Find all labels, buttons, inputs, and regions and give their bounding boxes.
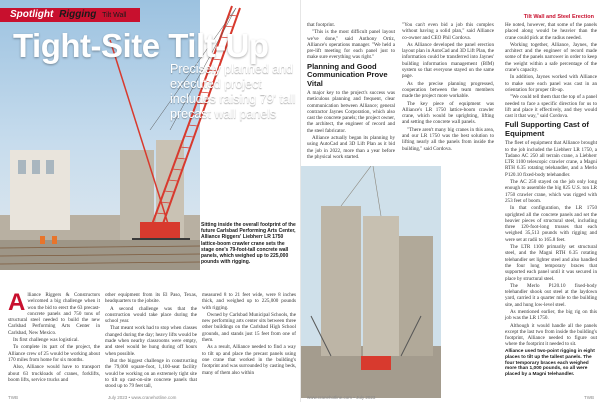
body-column-2 [105, 292, 197, 390]
paragraph: As Alliance developed the panel erection layout plan in AutoCad and 3D Lift Plan, the information could be transferred into Jaynes' building information management (BIM) system so that everyone stayed on the same page. [402, 41, 494, 80]
paragraph: As a result, Alliance needed to find a way to tilt up and place the precast panels using one crane that worked in the building's footprint and was surrounded by casting beds, many of them also within [202, 344, 296, 376]
spotlight-topic: Rigging [59, 9, 97, 20]
paragraph: He noted, however, that some of the panels placed along would be heavier than the crane could pick at the radius needed. [505, 22, 597, 41]
paragraph: A major key to the project's success was meticulous planning and frequent, clear communication between Alliance; general contractor Jaynes Corporation, which also cast the concrete panels; the project owner, the architect, the engineer of record and the steel fabricator. [307, 90, 395, 134]
paragraph: "This is the most difficult panel layout we've done," said Anthony Ortiz, Alliance's operations manager. "We held a pre-lift meeting for each panel just to make sure everything was right." [307, 29, 395, 61]
panel-photo [301, 166, 441, 398]
issue-label: July 2023 • www.cranehotline.com [108, 395, 177, 400]
body-column-4 [307, 22, 395, 161]
paragraph: The AC 250 stayed on the job only long enough to assemble the big 825 U.S. ton LR 1750 crawler crane, which was rigged with 253 feet of boom. [505, 179, 597, 204]
paragraph: Alliance actually began its planning by using AutoCad and 3D Lift Plan as it bid the job in 2022, more than a year before the physical work started. [307, 135, 395, 160]
photo-panels [301, 166, 441, 398]
body-column-5 [402, 22, 494, 153]
spotlight-banner [0, 8, 140, 22]
section-heading: Planning and Good Communication Prove Vital [307, 61, 388, 88]
paragraph: But the biggest challenge in constructing the 79,000 square-foot, 1,100-seat facility would be working on an extremely tight site to tilt up cast-on-site concrete panels that stood up to 79 feet tall, [105, 357, 197, 390]
paragraph: Alliance Riggers & Constructors welcomed a big challenge when it won the bid to erect the 63 precast-concrete panels and 750 tons of structural steel needed to build the new Carlsbad Performing Arts Center in Carlsbad, New Mexico. [8, 289, 100, 336]
paragraph: That meant work had to stop when classes changed during the day; heavy lifts would be made when nearby classrooms were empty, and steel would be hung during off hours when possible. [105, 325, 197, 357]
paragraph: As mentioned earlier, the big rig on this job was the LR 1750. [505, 308, 597, 322]
paragraph: other equipment from its El Paso, Texas, headquarters to the jobsite. [105, 292, 197, 305]
paragraph: Owned by Carlsbad Municipal Schools, the new performing arts center sits between three other buildings on the Carlsbad High School grounds, and stands just 15 feet from one of them. [202, 311, 296, 344]
paragraph: A second challenge was that the construction would take place during the school year. [105, 305, 197, 325]
paragraph: "You can't even bid a job this complex without having a solid plan," said Alliance co-owner and CEO Phil Cordova. [402, 22, 494, 41]
paragraph: The LTR 1100 primarily set structural steel, and the Magni RTH 6.35 rotating telehandler set lighter steel and also handled the four long temporary braces that supported each panel until it was secured in place by structural steel. [505, 244, 597, 282]
footer-left [8, 395, 176, 400]
paragraph: To complete its part of the project, the Alliance crew of 25 would be working about 170 miles from home for six months. [8, 344, 100, 363]
paragraph: In addition, Jaynes worked with Alliance to make sure each panel was cast in an orientation for proper tilt-up. [505, 74, 597, 93]
section-tag: Tilt Wall and Steel Erection [523, 14, 594, 20]
article-title: Tight-Site Tilt-Up [13, 27, 269, 64]
body-column-6 [505, 22, 597, 379]
paragraph: that footprint. [307, 22, 336, 28]
paragraph: "There aren't many big cranes in this area, and our LR 1750 was the best solution to lifting nearly all the panels from inside the building," said Cordova. [402, 126, 494, 152]
issue-label: www.cranehotline.com • July 2023 [307, 395, 376, 400]
footer-right [307, 395, 375, 400]
paragraph: The fleet of equipment that Alliance brought to the job included the Liebherr LR 1750, a Tadano AC 250 all terrain crane, a Liebherr LTR 1100 telescopic crawler crane, a Magni RTH 6.35 rotating telehandler, and a Merlo P120.10 fixed-body telehandler. [505, 140, 597, 178]
section-heading: Full Supporting Cast of Equipment [505, 120, 589, 138]
paragraph: Its first challenge was logistical. [13, 337, 79, 344]
right-page [300, 0, 600, 402]
footer-right-page [584, 395, 594, 400]
paragraph: "We could tell them that the top of a panel needed to face a specific direction for us to lift and place it effectively, and they would cast it that way," said Cordova. [505, 94, 597, 120]
photo-caption-left: Sitting inside the overall footprint of the future Carlsbad Performing Arts Center, Alliance Riggers' Liebherr LR 1750 lattice-boom crawler crane sets the stage one's 79-foot-tall concrete wall panels, which weighed up to 225,000 pounds with rigging. [200, 220, 298, 267]
paragraph: Although it would handle all the panels except the last two from inside the building's footprint, Alliance needed to figure out where the footprint it needed to sit. [505, 322, 597, 348]
page-label: TWB [8, 395, 18, 400]
paragraph: measured 8 to 21 feet wide, were 8 inches thick, and weighed up to 225,000 pounds with rigging. [202, 292, 296, 311]
photo-caption-right: Alliance used two-point rigging in eight places to tilt up the tallest panels. The four temporary braces each weighed more than 1,000 pounds, so all were placed by a Magni telehandler. [505, 348, 595, 378]
paragraph: Working together, Alliance, Jaynes, the architect and the engineer of record made some of the panels narrower in order to keep the weight within a safe percentage of the crane's capacity. [505, 41, 597, 74]
paragraph: The key piece of equipment was Alliance's LR 1750 lattice-boom crawler crane, which would be uprighting, lifting and setting the concrete wall panels. [402, 100, 494, 126]
body-column-1 [8, 289, 100, 384]
paragraph: Also, Alliance would have to transport about 63 truckloads of cranes, forklifts, boom lifts, service trucks and [8, 364, 100, 383]
article-deck: Precisely planned and executed project includes raising 79' tall precast wall panels [170, 62, 296, 121]
drop-cap: A [8, 289, 26, 316]
paragraph: As the precise planning progressed, cooperation between the team members made the project more workable. [402, 80, 494, 100]
spotlight-subtopic: Tilt Wall [102, 12, 127, 19]
page-label: TWB [584, 395, 594, 400]
spotlight-label: Spotlight [10, 9, 54, 20]
paragraph: In that configuration, the LR 1750 uprighted all the concrete panels and set the heavier pieces of structural steel, including three 120-foot-long trusses that each weighed 35,513 pounds with rigging and were set at radii to 165.8 feet. [505, 205, 597, 243]
body-column-3 [202, 292, 296, 377]
paragraph: The Merlo P120.10 fixed-body telehandler shook out steel at the laydown yard, carried it a quarter mile to the building site, and hung low-level steel. [505, 282, 597, 308]
